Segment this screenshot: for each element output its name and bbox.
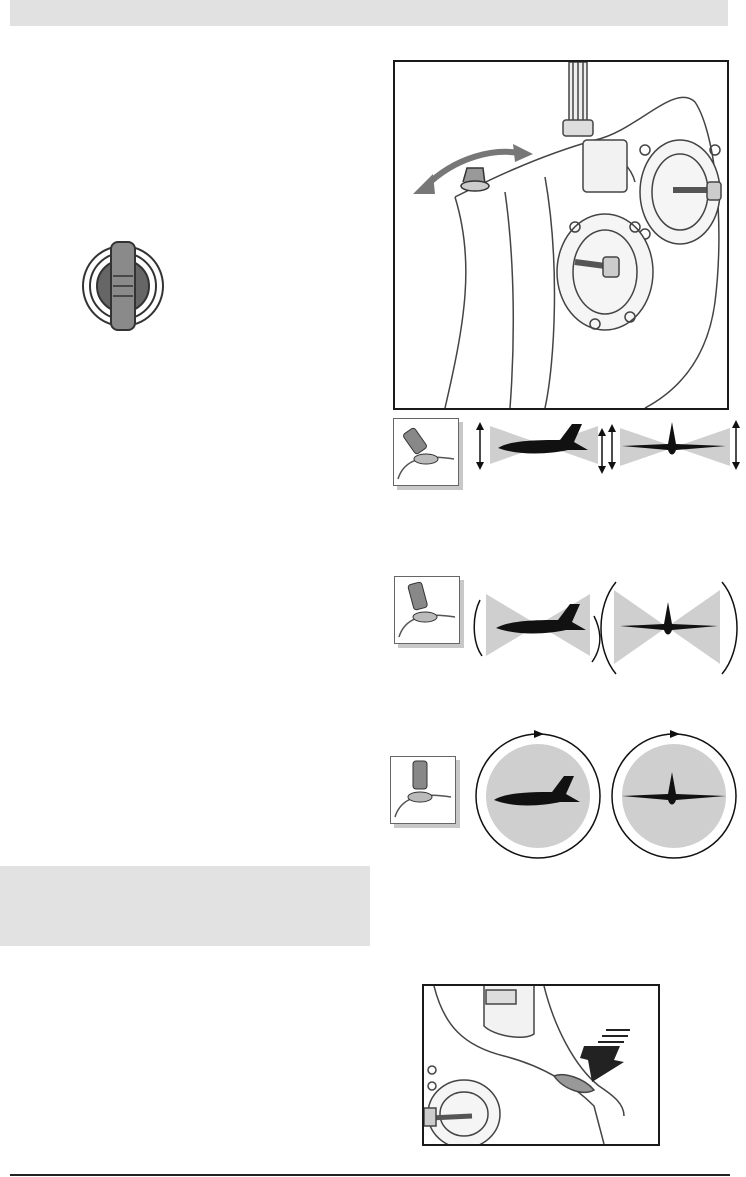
header-bar [10,0,728,26]
transmitter-illustration [393,60,729,410]
bind-button-illustration [422,984,660,1146]
small-sweep-aircraft [470,418,740,478]
rate-switch-high-thumbnail [390,756,456,824]
aircraft-side-silhouette [476,422,606,474]
rate-switch-mid-thumbnail [394,576,460,644]
aircraft-front-silhouette [608,420,740,470]
toggle-switch-top-icon [80,238,166,334]
full-rotation-aircraft [474,730,742,860]
large-sweep-aircraft [470,576,742,678]
bottom-rule [10,1174,730,1176]
note-panel [0,866,370,946]
rate-switch-low-thumbnail [393,418,459,486]
